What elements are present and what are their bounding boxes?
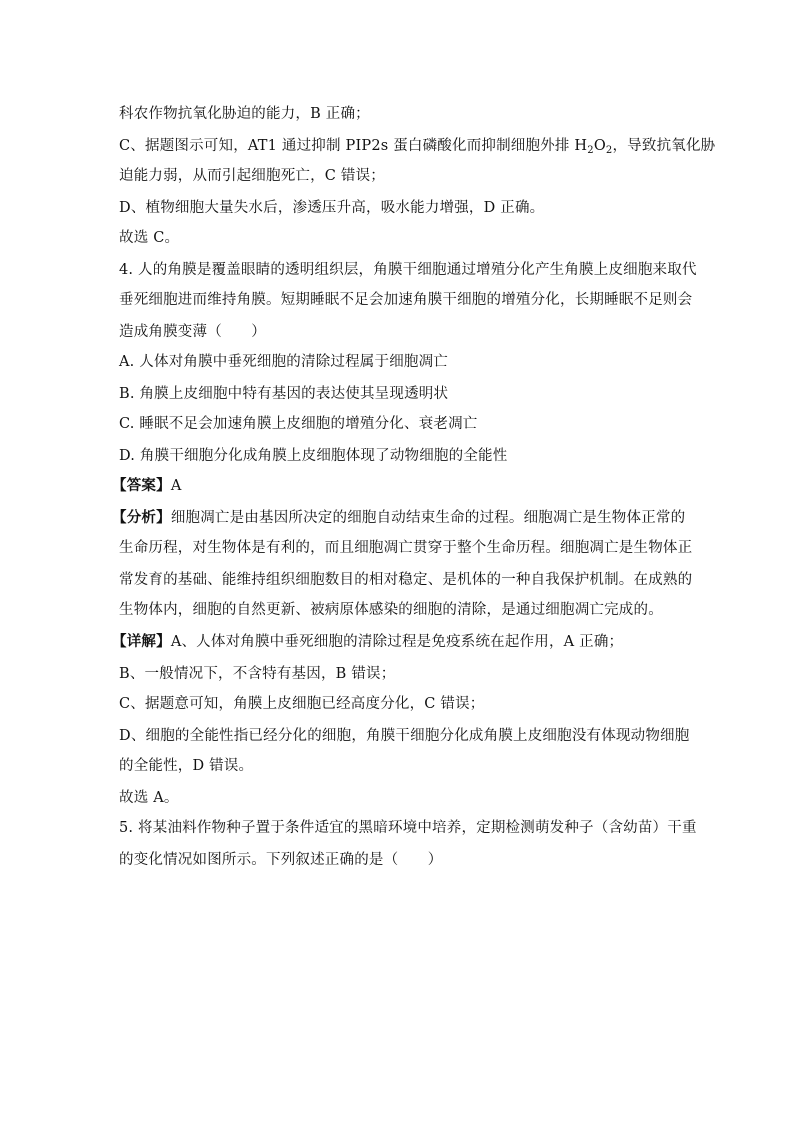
question-4-stem: 4. 人的角膜是覆盖眼睛的透明组织层，角膜干细胞通过增殖分化产生角膜上皮细胞来取代 bbox=[119, 262, 697, 278]
detail-line bbox=[112, 632, 672, 652]
text-line: 故选 C。 bbox=[119, 230, 180, 246]
answer-line bbox=[112, 476, 672, 496]
subscript: 2 bbox=[587, 145, 594, 156]
text-fragment: ，导致抗氧化胁 bbox=[612, 138, 716, 154]
choose-line: 故选 A。 bbox=[119, 790, 179, 806]
text-line-with-formula bbox=[119, 136, 716, 156]
question-4-stem: 造成角膜变薄（ ） bbox=[119, 324, 266, 340]
text-fragment: C、据题图示可知，AT1 通过抑制 PIP2s 蛋白磷酸化而抑制细胞外排 H bbox=[119, 138, 588, 154]
detail-label: 【详解】 bbox=[112, 633, 171, 650]
detail-text: 的全能性，D 错误。 bbox=[119, 758, 254, 774]
analysis-text: 常发育的基础、能维持组织细胞数目的相对稳定、是机体的一种自我保护机制。在成熟的 bbox=[119, 572, 693, 588]
subscript: 2 bbox=[605, 145, 613, 156]
text-line: 迫能力弱，从而引起细胞死亡，C 错误； bbox=[119, 168, 386, 184]
analysis-text: 生物体内，细胞的自然更新、被病原体感染的细胞的清除，是通过细胞凋亡完成的。 bbox=[119, 602, 663, 618]
detail-text: D、细胞的全能性指已经分化的细胞，角膜干细胞分化成角膜上皮细胞没有体现动物细胞 bbox=[119, 728, 690, 744]
detail-text: A、人体对角膜中垂死细胞的清除过程是免疫系统在起作用，A 正确； bbox=[170, 634, 624, 650]
option-a: A. 人体对角膜中垂死细胞的清除过程属于细胞凋亡 bbox=[119, 354, 448, 370]
analysis-line bbox=[112, 508, 686, 528]
analysis-text: 细胞凋亡是由基因所决定的细胞自动结束生命的过程。细胞凋亡是生物体正常的 bbox=[170, 510, 686, 526]
question-5-stem: 的变化情况如图所示。下列叙述正确的是（ ） bbox=[119, 852, 443, 868]
question-4-stem: 垂死细胞进而维持角膜。短期睡眠不足会加速角膜干细胞的增殖分化，长期睡眠不足则会 bbox=[119, 292, 693, 308]
question-5-stem: 5. 将某油料作物种子置于条件适宜的黑暗环境中培养，定期检测萌发种子（含幼苗）干重 bbox=[119, 820, 697, 836]
detail-text: C、据题意可知，角膜上皮细胞已经高度分化，C 错误； bbox=[119, 696, 485, 712]
option-d: D. 角膜干细胞分化成角膜上皮细胞体现了动物细胞的全能性 bbox=[119, 448, 508, 464]
text-fragment: O bbox=[593, 138, 606, 154]
answer-label: 【答案】 bbox=[112, 477, 171, 494]
analysis-text: 生命历程，对生物体是有利的，而且细胞凋亡贯穿于整个生命历程。细胞凋亡是生物体正 bbox=[119, 540, 693, 556]
option-b: B. 角膜上皮细胞中特有基因的表达使其呈现透明状 bbox=[119, 386, 449, 402]
answer-value: A bbox=[170, 478, 182, 494]
analysis-label: 【分析】 bbox=[112, 509, 171, 526]
option-c: C. 睡眠不足会加速角膜上皮细胞的增殖分化、衰老凋亡 bbox=[119, 416, 478, 432]
detail-text: B、一般情况下，不含特有基因，B 错误； bbox=[119, 666, 396, 682]
text-line: D、植物细胞大量失水后，渗透压升高，吸水能力增强，D 正确。 bbox=[119, 200, 545, 216]
text-line: 科农作物抗氧化胁迫的能力，B 正确； bbox=[119, 106, 370, 122]
